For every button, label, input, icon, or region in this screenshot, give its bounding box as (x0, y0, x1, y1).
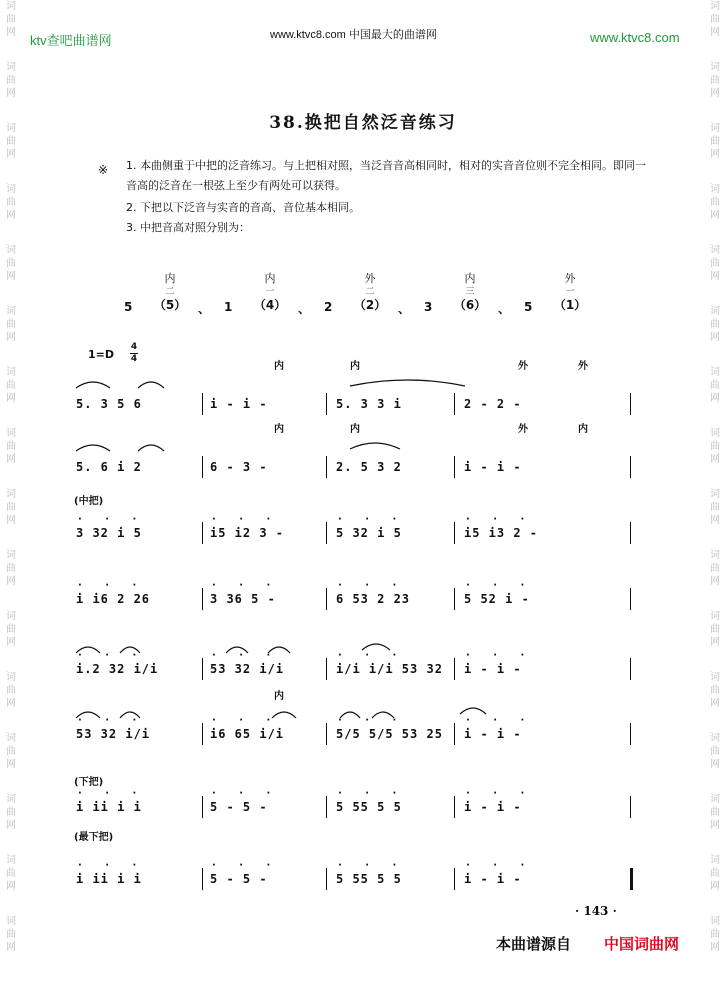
watermark-glyph: 词 (6, 184, 16, 195)
string-label: 内 (464, 272, 476, 285)
watermark-glyph: 词 (6, 916, 16, 927)
watermark-glyph: 曲 (6, 197, 16, 208)
watermark-glyph: 曲 (6, 441, 16, 452)
harmonic-note: （4） (253, 298, 287, 312)
string-annotation: 内 (274, 424, 284, 435)
watermark-glyph: 词 (6, 489, 16, 500)
watermark-glyph: 词 (710, 62, 720, 73)
measure: i/i i/i 53 32 (336, 662, 443, 676)
watermark-glyph: 词 (710, 123, 720, 134)
watermark-glyph: 词 (6, 611, 16, 622)
measure: i - i - (464, 662, 522, 676)
watermark-glyph: 网 (710, 88, 720, 99)
watermark-glyph: 词 (6, 733, 16, 744)
measure: i5 i3 2 - (464, 526, 539, 540)
header-url[interactable]: www.ktvc8.com (590, 30, 680, 45)
string-annotation: 内 (578, 424, 588, 435)
note-mark: ※ (98, 163, 109, 177)
real-note: 3 (424, 300, 433, 314)
octave-dots: · · · (466, 650, 535, 661)
watermark-glyph: 曲 (6, 380, 16, 391)
page-number: · 143 · (575, 904, 617, 918)
watermark-glyph: 网 (710, 515, 720, 526)
measure: 3 36 5 - (210, 592, 276, 606)
watermark-glyph: 网 (6, 881, 16, 892)
octave-dots: · · · (212, 580, 281, 591)
string-label: 外 (564, 272, 576, 285)
harmonic-note: （6） (453, 298, 487, 312)
watermark-glyph: 词 (710, 794, 720, 805)
watermark-glyph: 词 (6, 1, 16, 12)
watermark-glyph: 曲 (710, 136, 720, 147)
harmonic-note: （5） (153, 298, 187, 312)
measure: 53 32 i/i (76, 727, 151, 741)
slur (138, 445, 164, 451)
key-signature: 1=D (88, 348, 115, 361)
position-mark: 二 (365, 287, 375, 297)
watermark-glyph: 曲 (710, 197, 720, 208)
string-annotation: 外 (518, 424, 528, 435)
watermark-glyph: 曲 (6, 807, 16, 818)
watermark-glyph: 词 (710, 428, 720, 439)
slur (76, 647, 100, 653)
watermark-glyph: 网 (6, 637, 16, 648)
slur (76, 382, 110, 388)
position-mark: 一 (565, 287, 575, 297)
watermark-glyph: 曲 (710, 685, 720, 696)
string-annotation: 内 (350, 361, 360, 372)
measure: 5 52 i - (464, 592, 530, 606)
watermark-glyph: 网 (710, 210, 720, 221)
real-note: 2 (324, 300, 333, 314)
watermark-glyph: 曲 (710, 929, 720, 940)
octave-dots: · · · (78, 715, 147, 726)
watermark-glyph: 词 (710, 672, 720, 683)
watermark-glyph: 曲 (710, 502, 720, 513)
real-note: 5 (124, 300, 133, 314)
measure: 2 - 2 - (464, 397, 522, 411)
string-annotation: 外 (578, 361, 588, 372)
measure: i ii i i (76, 800, 142, 814)
slur (138, 382, 164, 388)
measure: i - i - (464, 872, 522, 886)
watermark-glyph: 曲 (710, 258, 720, 269)
slur (76, 445, 110, 451)
watermark-glyph: 词 (6, 62, 16, 73)
watermark-glyph: 曲 (6, 685, 16, 696)
string-label: 外 (364, 272, 376, 285)
octave-dots: · · · (466, 580, 535, 591)
watermark-glyph: 曲 (710, 807, 720, 818)
octave-dots: · · · (212, 650, 281, 661)
measure: 5 32 i 5 (336, 526, 402, 540)
string-label: 内 (264, 272, 276, 285)
slur (362, 644, 390, 650)
watermark-glyph: 网 (6, 332, 16, 343)
slur (268, 647, 290, 653)
watermark-glyph: 词 (6, 367, 16, 378)
measure: 5 - 5 - (210, 800, 268, 814)
octave-dots: · · · (466, 715, 535, 726)
measure: i ii i i (76, 872, 142, 886)
watermark-glyph: 网 (6, 27, 16, 38)
section-label-lowest: (最下把) (74, 832, 114, 843)
watermark-glyph: 词 (6, 123, 16, 134)
slur (350, 380, 465, 386)
watermark-glyph: 词 (6, 428, 16, 439)
watermark-glyph: 曲 (6, 502, 16, 513)
watermark-glyph: 词 (710, 245, 720, 256)
watermark-glyph: 曲 (6, 563, 16, 574)
note-item-2: 2. 下把以下泛音与实音的音高、音位基本相同。 (126, 201, 360, 214)
harmonic-note: （1） (553, 298, 587, 312)
measure: 6 53 2 23 (336, 592, 411, 606)
watermark-glyph: 曲 (6, 929, 16, 940)
watermark-glyph: 词 (710, 184, 720, 195)
measure: 5/5 5/5 53 25 (336, 727, 443, 741)
watermark-glyph: 词 (710, 306, 720, 317)
measure: 5. 6 i 2 (76, 460, 142, 474)
measure: i - i - (464, 800, 522, 814)
watermark-glyph: 网 (710, 759, 720, 770)
separator: 、 (298, 302, 311, 316)
watermark-glyph: 曲 (6, 746, 16, 757)
watermark-glyph: 曲 (710, 380, 720, 391)
watermark-glyph: 曲 (710, 441, 720, 452)
octave-dots: · · · (466, 788, 535, 799)
watermark-glyph: 网 (710, 576, 720, 587)
slur (120, 712, 140, 718)
octave-dots: · · · (212, 860, 281, 871)
string-annotation: 内 (274, 361, 284, 372)
watermark-glyph: 曲 (710, 563, 720, 574)
string-annotation: 内 (350, 424, 360, 435)
watermark-glyph: 网 (6, 576, 16, 587)
measure: 6 - 3 - (210, 460, 268, 474)
octave-dots: · · · (78, 650, 147, 661)
measure: i5 i2 3 - (210, 526, 285, 540)
slur (226, 647, 248, 653)
watermark-glyph: 网 (710, 942, 720, 953)
watermark-glyph: 网 (710, 881, 720, 892)
position-mark: 三 (465, 287, 475, 297)
watermark-glyph: 网 (6, 88, 16, 99)
watermark-glyph: 网 (6, 393, 16, 404)
slur (120, 647, 140, 653)
octave-dots: · · · (338, 580, 407, 591)
watermark-glyph: 网 (710, 332, 720, 343)
slur (350, 443, 400, 449)
watermark-glyph: 网 (6, 271, 16, 282)
watermark-glyph: 曲 (6, 14, 16, 25)
section-label-lower: (下把) (74, 777, 104, 788)
slur (272, 712, 296, 718)
string-annotation: 外 (518, 361, 528, 372)
measure: 5 55 5 5 (336, 872, 402, 886)
octave-dots: · · · (338, 514, 407, 525)
octave-dots: · · · (466, 514, 535, 525)
watermark-glyph: 曲 (710, 868, 720, 879)
watermark-glyph: 网 (6, 454, 16, 465)
watermark-glyph: 网 (6, 698, 16, 709)
real-note: 1 (224, 300, 233, 314)
string-label: 内 (164, 272, 176, 285)
section-label-middle: (中把) (74, 496, 104, 507)
watermark-glyph: 词 (6, 550, 16, 561)
footer-brand-link[interactable]: 中国词曲网 (604, 935, 680, 953)
measure: i.2 32 i/i (76, 662, 159, 676)
watermark-glyph: 词 (710, 611, 720, 622)
watermark-glyph: 曲 (710, 746, 720, 757)
measure: i - i - (464, 727, 522, 741)
watermark-glyph: 词 (6, 794, 16, 805)
watermark-glyph: 词 (6, 245, 16, 256)
watermark-glyph: 曲 (6, 624, 16, 635)
measure: i6 65 i/i (210, 727, 285, 741)
measure: 5. 3 3 i (336, 397, 402, 411)
measure: 2. 5 3 2 (336, 460, 402, 474)
slur (460, 708, 486, 714)
slur (340, 712, 360, 718)
slur (76, 712, 100, 718)
octave-dots: · · · (466, 860, 535, 871)
watermark-glyph: 词 (710, 733, 720, 744)
octave-dots: · · · (338, 788, 407, 799)
watermark-glyph: 词 (710, 489, 720, 500)
watermark-glyph: 词 (6, 855, 16, 866)
watermark-glyph: 网 (710, 698, 720, 709)
watermark-glyph: 曲 (710, 14, 720, 25)
watermark-glyph: 网 (710, 820, 720, 831)
header-center-text: www.ktvc8.com 中国最大的曲谱网 (270, 29, 437, 41)
separator: 、 (398, 302, 411, 316)
octave-dots: · · · (78, 788, 147, 799)
watermark-glyph: 曲 (710, 624, 720, 635)
measure: 53 32 i/i (210, 662, 285, 676)
watermark-glyph: 词 (710, 1, 720, 12)
watermark-glyph: 曲 (6, 258, 16, 269)
harmonic-note: （2） (353, 298, 387, 312)
watermark-glyph: 曲 (6, 136, 16, 147)
octave-dots: · · · (212, 788, 281, 799)
watermark-glyph: 网 (6, 820, 16, 831)
measure: i i6 2 26 (76, 592, 151, 606)
page-title: 38.换把自然泛音练习 (269, 113, 457, 133)
measure: 5 - 5 - (210, 872, 268, 886)
watermark-glyph: 网 (6, 149, 16, 160)
note-item-3: 3. 中把音高对照分别为： (126, 221, 250, 234)
slur (372, 712, 394, 718)
watermark-glyph: 词 (6, 672, 16, 683)
watermark-glyph: 曲 (710, 75, 720, 86)
watermark-glyph: 词 (710, 367, 720, 378)
octave-dots: · · · (78, 514, 147, 525)
watermark-glyph: 词 (710, 916, 720, 927)
position-mark: 二 (165, 287, 175, 297)
note-item-1: 1. 本曲侧重于中把的泛音练习。与上把相对照，当泛音音高相同时，相对的实音音位则不完全相同。即同一音高的泛音在一根弦上至少有两处可以获得。 (126, 159, 646, 192)
separator: 、 (198, 302, 211, 316)
octave-dots: · · · (78, 580, 147, 591)
watermark-glyph: 词 (6, 306, 16, 317)
separator: 、 (498, 302, 511, 316)
measure: 3 32 i 5 (76, 526, 142, 540)
watermark-glyph: 网 (6, 515, 16, 526)
watermark-glyph: 网 (710, 149, 720, 160)
watermark-glyph: 网 (6, 210, 16, 221)
octave-dots: · · · (338, 650, 407, 661)
watermark-glyph: 网 (710, 454, 720, 465)
measure: i - i - (464, 460, 522, 474)
measure: i - i - (210, 397, 268, 411)
real-note: 5 (524, 300, 533, 314)
measure: 5 55 5 5 (336, 800, 402, 814)
measure: 5. 3 5 6 (76, 397, 142, 411)
watermark-glyph: 曲 (6, 868, 16, 879)
meter-top: 4 (130, 342, 138, 352)
watermark-glyph: 网 (6, 759, 16, 770)
watermark-glyph: 网 (710, 271, 720, 282)
footer-source-prefix: 本曲谱源自 (496, 935, 572, 953)
watermark-glyph: 词 (710, 855, 720, 866)
watermark-glyph: 网 (710, 27, 720, 38)
meter-bottom: 4 (130, 354, 138, 364)
watermark-glyph: 曲 (710, 319, 720, 330)
watermark-glyph: 网 (710, 637, 720, 648)
octave-dots: · · · (212, 514, 281, 525)
octave-dots: · · · (78, 860, 147, 871)
octave-dots: · · · (338, 860, 407, 871)
header-site-name[interactable]: ktv查吧曲谱网 (30, 33, 112, 48)
watermark-glyph: 曲 (6, 319, 16, 330)
watermark-glyph: 词 (710, 550, 720, 561)
watermark-glyph: 曲 (6, 75, 16, 86)
position-mark: 一 (265, 287, 275, 297)
watermark-glyph: 网 (6, 942, 16, 953)
string-annotation: 内 (274, 691, 284, 702)
octave-dots: · · · (212, 715, 281, 726)
octave-dots: · · · (338, 715, 407, 726)
watermark-glyph: 网 (710, 393, 720, 404)
